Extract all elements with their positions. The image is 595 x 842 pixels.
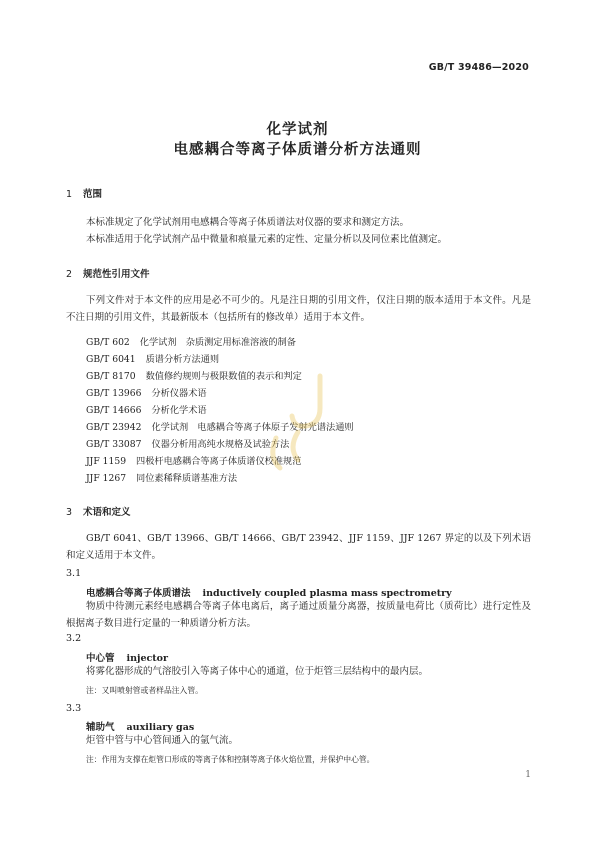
term-zh: 中心管: [86, 653, 115, 664]
reference-title: 化学试剂 电感耦合等离子体原子发射光谱法通则: [151, 422, 354, 433]
term-zh: 电感耦合等离子体质谱法: [86, 588, 191, 599]
reference-code: GB/T 602: [86, 337, 130, 348]
term-number: 3.3: [66, 703, 82, 714]
reference-title: 仪器分析用高纯水规格及试验方法: [151, 439, 290, 450]
section-1-heading: [66, 186, 102, 200]
reference-title: 四极杆电感耦合等离子体质谱仪校准规范: [136, 456, 302, 467]
term-en: auxiliary gas: [126, 722, 195, 733]
term-number: 3.2: [66, 633, 82, 644]
reference-item: [86, 402, 207, 416]
reference-code: GB/T 23942: [86, 422, 142, 433]
reference-code: JJF 1267: [86, 473, 127, 484]
reference-title: 分析仪器术语: [151, 388, 207, 399]
reference-title: 质谱分析方法通则: [145, 354, 220, 365]
reference-code: GB/T 13966: [86, 388, 142, 399]
term-note: 注：又叫喷射管或者样品注入管。: [86, 686, 203, 695]
reference-title: 分析化学术语: [151, 405, 207, 416]
section-number: 2: [66, 269, 73, 280]
term-heading: [86, 719, 194, 733]
section-2-heading: [66, 266, 150, 280]
term-definition: 将雾化器形成的气溶胶引入等离子体中心的通道，位于炬管三层结构中的最内层。: [86, 666, 429, 677]
term-zh: 辅助气: [86, 722, 115, 733]
reference-item: [86, 334, 296, 348]
term-en: injector: [126, 653, 169, 664]
reference-code: GB/T 14666: [86, 405, 142, 416]
term-en: inductively coupled plasma mass spectrometry: [202, 588, 452, 599]
section-number: 1: [66, 189, 73, 200]
section-1-para-1: 本标准规定了化学试剂用电感耦合等离子体质谱法对仪器的要求和测定方法。: [86, 217, 410, 228]
document-title-line2: 电感耦合等离子体质谱分析方法通则: [173, 142, 422, 158]
reference-code: GB/T 8170: [86, 371, 136, 382]
reference-item: [86, 385, 207, 399]
page-number: 1: [525, 770, 531, 780]
reference-item: [86, 351, 219, 365]
section-title: 范围: [83, 189, 103, 200]
term-definition: 物质中待测元素经电感耦合等离子体电离后，离子通过质量分离器，按质量电荷比（质荷比）进行定性及根据离子数目进行定量的一种质谱分析方法。: [66, 601, 531, 629]
reference-code: GB/T 33087: [86, 439, 142, 450]
term-definition: 炬管中管与中心管间通入的氩气流。: [86, 735, 239, 746]
document-title-line1: 化学试剂: [266, 122, 329, 138]
section-1-para-2: 本标准适用于化学试剂产品中微量和痕量元素的定性、定量分析以及同位素比值测定。: [86, 234, 448, 245]
standard-number: GB/T 39486—2020: [428, 62, 529, 73]
reference-item: [86, 470, 237, 484]
term-heading: [86, 650, 168, 664]
reference-title: 同位素稀释质谱基准方法: [136, 473, 238, 484]
term-heading: [86, 585, 452, 599]
reference-title: 数值修约规则与极限数值的表示和判定: [145, 371, 302, 382]
section-number: 3: [66, 507, 73, 518]
reference-code: JJF 1159: [86, 456, 127, 467]
section-3-heading: [66, 504, 131, 518]
term-number: 3.1: [66, 568, 82, 579]
term-note: 注：作用为支撑在炬管口形成的等离子体和控制等离子体火焰位置，并保护中心管。: [86, 755, 375, 764]
section-title: 术语和定义: [83, 507, 131, 518]
reference-code: GB/T 6041: [86, 354, 136, 365]
section-3-intro: GB/T 6041、GB/T 13966、GB/T 14666、GB/T 23942、JJF 1159、JJF 1267 界定的以及下列术语和定义适用于本文件。: [66, 533, 531, 561]
section-2-intro: 下列文件对于本文件的应用是必不可少的。凡是注日期的引用文件，仅注日期的版本适用于本文件。凡是不注日期的引用文件，其最新版本（包括所有的修改单）适用于本文件。: [66, 295, 531, 323]
watermark-logo-icon: [258, 368, 348, 478]
reference-title: 化学试剂 杂质测定用标准溶液的制备: [139, 337, 296, 348]
section-title: 规范性引用文件: [83, 269, 150, 280]
